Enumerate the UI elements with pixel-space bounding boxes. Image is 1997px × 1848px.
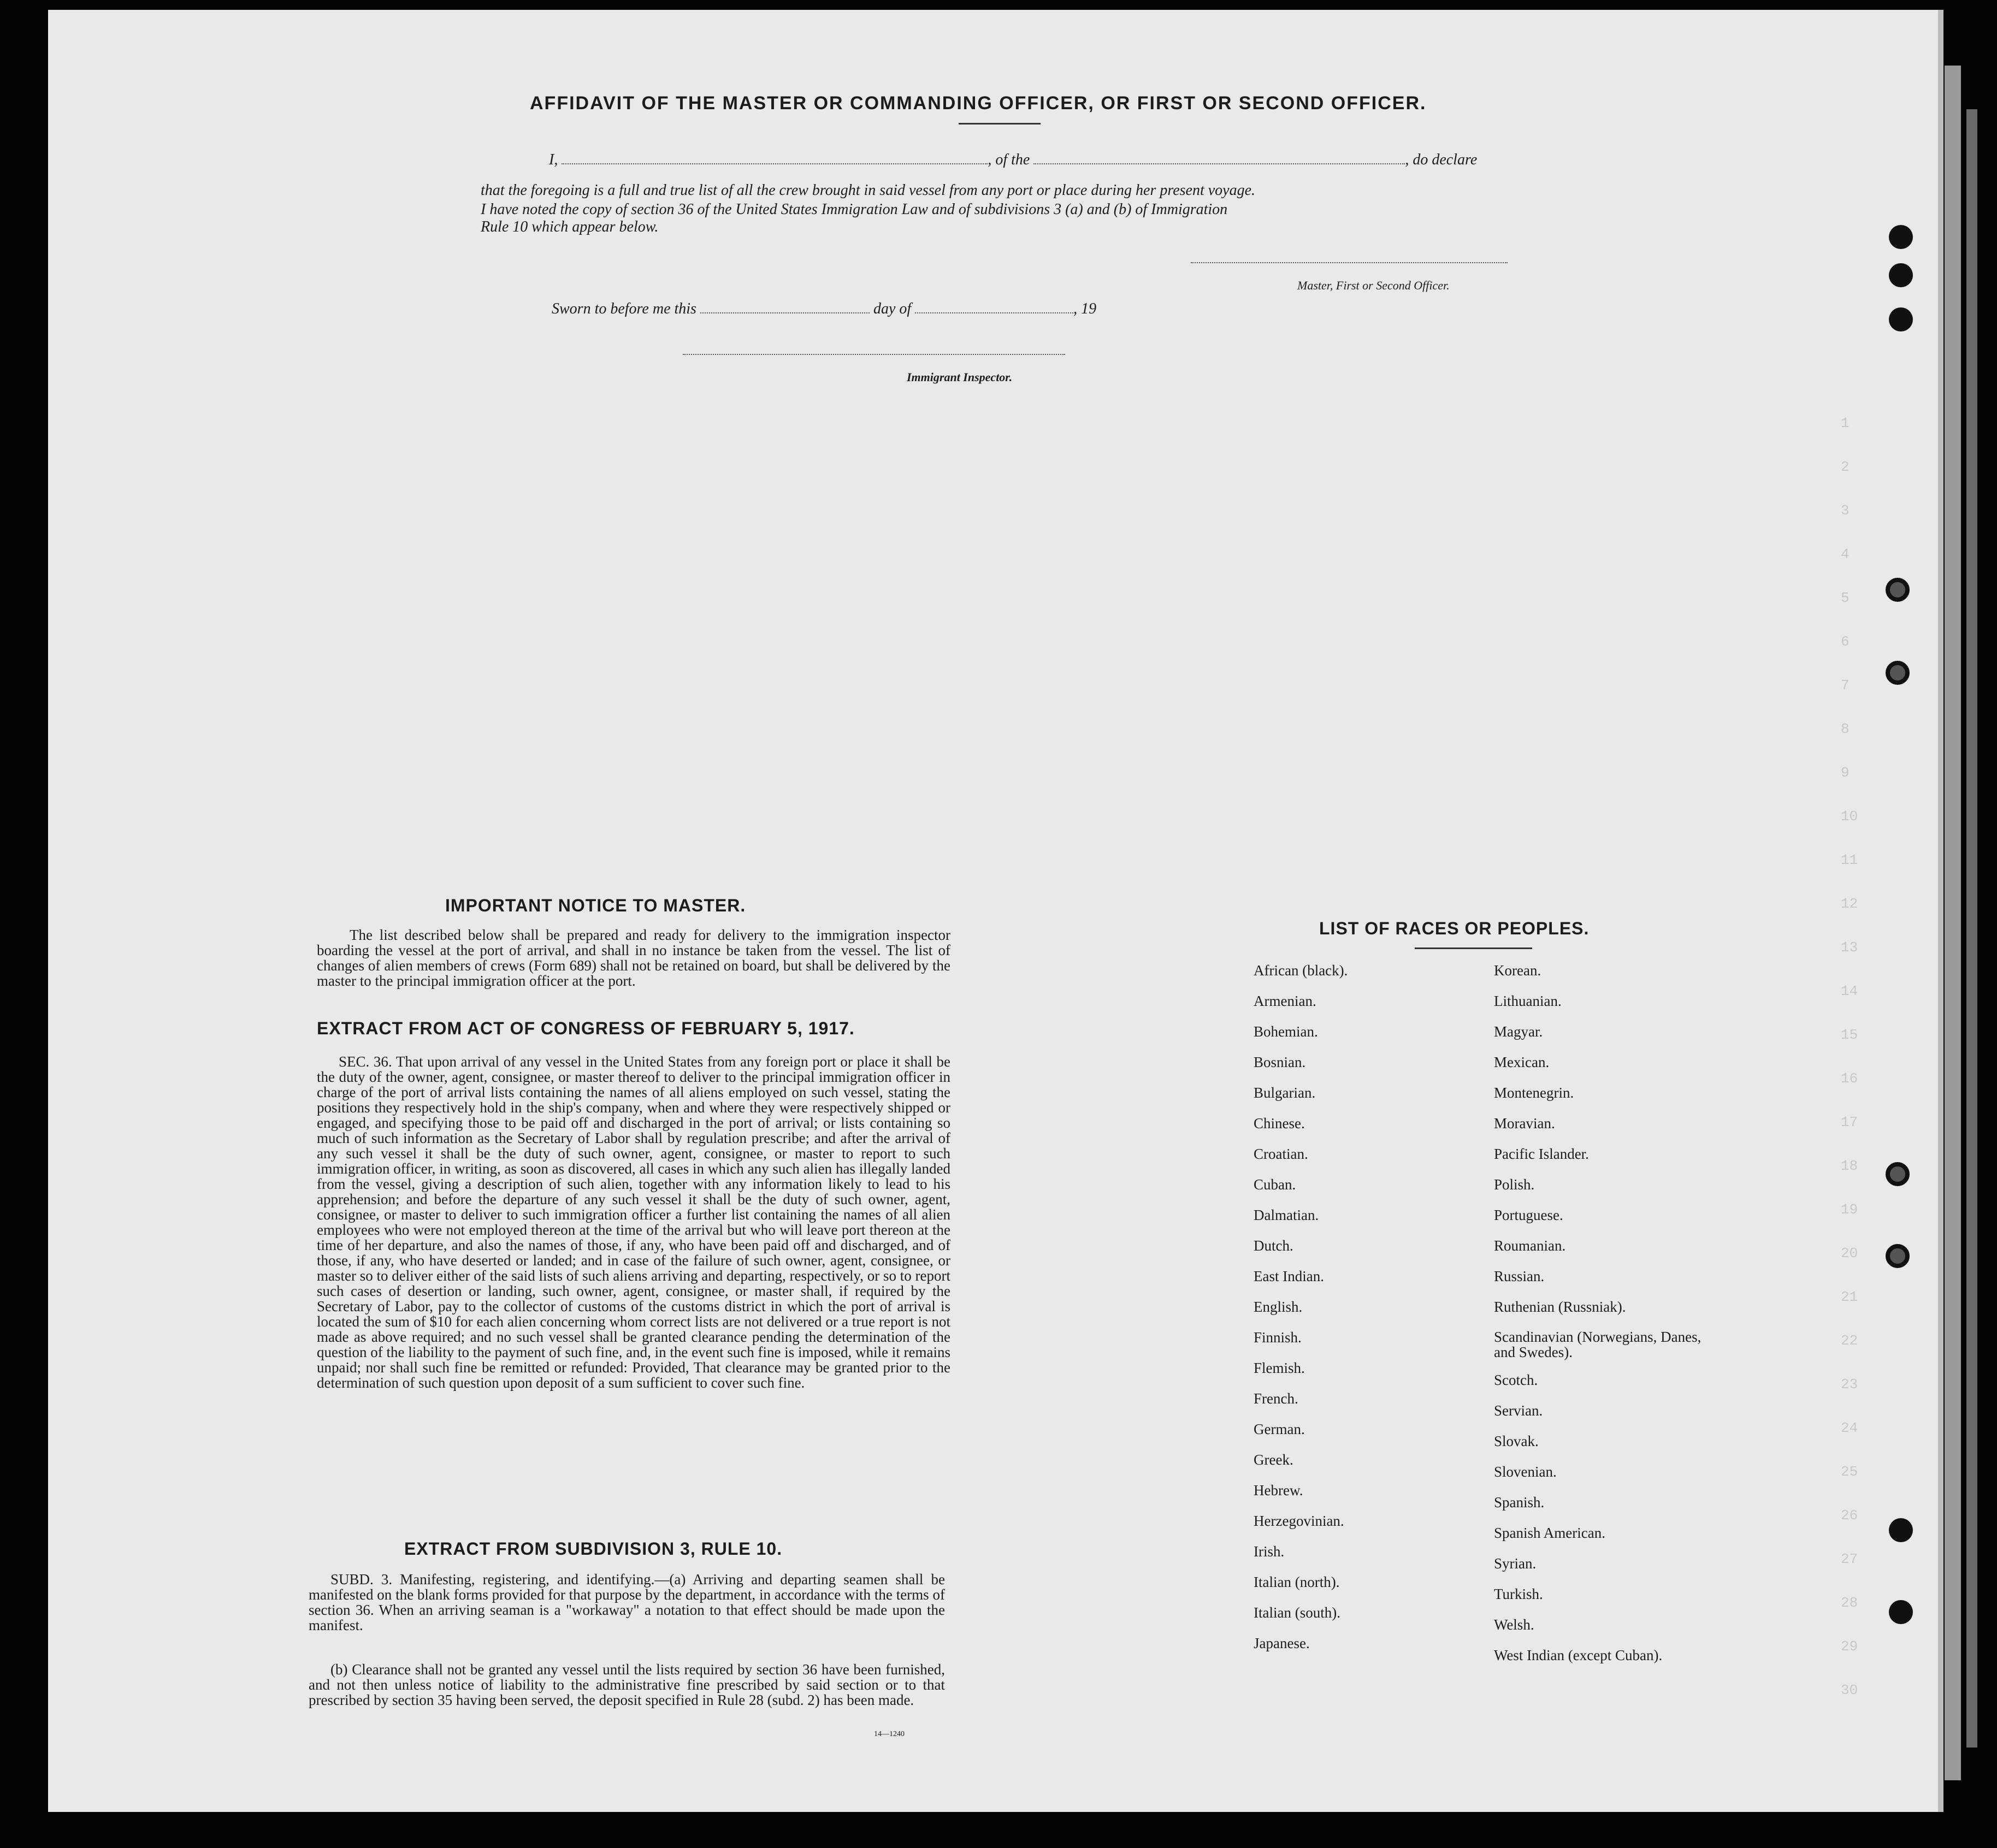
affidavit-line-4: Rule 10 which appear below. [481,218,659,235]
margin-number: 3 [1841,502,1850,519]
document-page [48,10,1943,1812]
race-item: African (black). [1254,962,1348,979]
race-item: Scotch. [1494,1372,1538,1388]
binder-hole [1889,1600,1913,1624]
notice-title: IMPORTANT NOTICE TO MASTER. [445,896,746,915]
inspector-label: Immigrant Inspector. [907,370,1013,384]
margin-number: 7 [1841,677,1850,694]
sworn-month-blank [915,299,1073,313]
race-item: Korean. [1494,962,1541,979]
race-item: Spanish American. [1494,1525,1605,1541]
race-item: Russian. [1494,1268,1545,1284]
notice-text: The list described below shall be prepared and ready for delivery to the immigration inspector boarding the vessel at the port of arrival, and shall in no instance be taken from the vessel. The list of changes of alien members of crews (Form 689) shall not be retained on board, but shall be delivered by the master to the principal immigration officer at the port. [317,927,950,989]
sworn-text: Sworn to before me this [552,300,696,317]
race-item: Portuguese. [1494,1207,1563,1223]
race-item: Irish. [1254,1543,1285,1560]
race-item: German. [1254,1421,1305,1437]
affidavit-line-3: I have noted the copy of section 36 of the United States Immigration Law and of subdivisions 3 (a) and (b) of Immigration [481,201,1228,218]
race-item: Japanese. [1254,1635,1310,1651]
race-item: Servian. [1494,1402,1543,1419]
signature-label: Master, First or Second Officer. [1297,279,1450,292]
page-edge [1945,66,1961,1780]
race-item: West Indian (except Cuban). [1494,1647,1663,1663]
race-item: English. [1254,1299,1303,1315]
margin-number: 1 [1841,415,1850,431]
race-item: Chinese. [1254,1115,1305,1132]
race-item: Syrian. [1494,1555,1537,1572]
margin-number: 24 [1841,1420,1858,1436]
margin-number: 29 [1841,1638,1858,1655]
race-item: Greek. [1254,1452,1293,1468]
year-text: , 19 [1073,300,1097,317]
form-number: 14—1240 [874,1730,905,1738]
extract-rule-text-a: SUBD. 3. Manifesting, registering, and identifying.—(a) Arriving and departing seamen shall be manifested on the blank forms provided for that purpose by the department, in accordance with the terms of section 36. When an arriving seaman is a "workaway" a notation to that effect should be made upon the manifest. [309,1571,945,1633]
binder-hole [1889,1518,1913,1542]
race-item: Finnish. [1254,1329,1302,1346]
title-divider [959,123,1041,125]
sworn-line [552,299,1096,318]
race-item: Lithuanian. [1494,993,1562,1009]
race-item: Flemish. [1254,1360,1305,1376]
race-item: Bohemian. [1254,1023,1318,1040]
race-item: Turkish. [1494,1586,1543,1602]
extract-act-text: SEC. 36. That upon arrival of any vessel in the United States from any foreign port or place it shall be the duty of the owner, agent, consignee, or master thereof to deliver to the principal immigration officer in charge of the port of arrival lists containing the names of all aliens employed on such vessel, stating the positions they respectively hold in the ship's company, when and where they were respectively shipped or engaged, and specifying those to be paid off and discharged in the port of arrival; or lists containing so much of such information as the Secretary of Labor shall by regulation prescribe; and after the arrival of any such vessel it shall be the duty of such owner, agent, consignee, or master to report to such immigration officer, in writing, as soon as discovered, all cases in which any such alien has illegally landed from the vessel, giving a description of such alien, together with any information likely to lead to his apprehension; and before the departure of any such vessel it shall be the duty of such owner, agent, consignee, or master to deliver to such immigration officer a further list containing the names of all alien employees who were not employed thereon at the time of the arrival but who will leave port thereon at the time of her departure, and also the names of those, if any, who have been paid off and discharged, and of those, if any, who have deserted or landed; and in case of the failure of such owner, agent, consignee, or master so to deliver either of the said lists of such aliens arriving and departing, respectively, or so to report such cases of desertion or landing, such owner, agent, consignee, or master shall, if required by the Secretary of Labor, pay to the collector of customs of the customs district in which the port of arrival is located the sum of $10 for each alien concerning whom correct lists are not delivered or a true report is not made as above required; and no such vessel shall be granted clearance pending the determination of the question of the liability to the payment of such fine, and, in the event such fine is imposed, while it remains unpaid; nor shall such fine be remitted or refunded: Provided, That clearance may be granted prior to the determination of such question upon deposit of a sum sufficient to cover such fine. [317,1053,950,1391]
race-item: Mexican. [1494,1054,1550,1070]
margin-number: 15 [1841,1027,1858,1043]
margin-number: 13 [1841,939,1858,956]
race-item: Italian (south). [1254,1604,1340,1621]
sworn-day-blank [700,299,870,313]
race-item: Croatian. [1254,1146,1308,1162]
binder-hole [1889,225,1913,249]
race-item: Scandinavian (Norwegians, Danes, and Swedes). [1494,1329,1701,1360]
page-edge-dark [1966,109,1977,1748]
affidavit-line-2: that the foregoing is a full and true list of all the crew brought in said vessel from any port or place during her present voyage. [481,182,1256,199]
race-item: Dutch. [1254,1237,1293,1254]
binder-hole [1886,1162,1910,1186]
races-divider [1415,947,1532,949]
affidavit-line-1 [549,150,1477,169]
binder-hole [1886,661,1910,685]
margin-number: 16 [1841,1070,1858,1087]
margin-number: 19 [1841,1201,1858,1218]
race-item: Bosnian. [1254,1054,1306,1070]
race-item: Spanish. [1494,1494,1545,1511]
margin-number: 28 [1841,1595,1858,1611]
race-item: Bulgarian. [1254,1085,1316,1101]
day-of-text: day of [873,300,912,317]
margin-number: 20 [1841,1245,1858,1261]
extract-rule-text-b: (b) Clearance shall not be granted any vessel until the lists required by section 36 have been furnished, and not then unless notice of liability to the administrative fine prescribed by said section or to that prescribed by section 35 having been served, the deposit specified in Rule 28 (subd. 2) has been made. [309,1661,945,1708]
race-item: Hebrew. [1254,1482,1303,1498]
binder-hole [1889,263,1913,287]
race-item: Ruthenian (Russniak). [1494,1299,1626,1315]
margin-number: 21 [1841,1289,1858,1305]
name-blank [562,150,988,164]
extract-rule-title: EXTRACT FROM SUBDIVISION 3, RULE 10. [404,1539,783,1559]
race-item: Italian (north). [1254,1574,1340,1590]
race-item: Magyar. [1494,1023,1543,1040]
race-item: Welsh. [1494,1616,1534,1633]
race-item: Roumanian. [1494,1237,1566,1254]
binder-hole [1889,307,1913,331]
affidavit-declare: , do declare [1405,151,1478,168]
binder-hole [1886,1244,1910,1268]
margin-number: 22 [1841,1332,1858,1349]
margin-number: 6 [1841,633,1850,650]
binder-hole [1886,578,1910,602]
margin-number: 17 [1841,1114,1858,1130]
vessel-blank [1033,150,1405,164]
margin-number: 25 [1841,1464,1858,1480]
race-item: Slovak. [1494,1433,1539,1449]
margin-number: 11 [1841,852,1858,868]
margin-number: 23 [1841,1376,1858,1393]
margin-number: 12 [1841,896,1858,912]
race-item: Montenegrin. [1494,1085,1574,1101]
race-item: East Indian. [1254,1268,1324,1284]
race-item: Slovenian. [1494,1464,1557,1480]
affidavit-title: AFFIDAVIT OF THE MASTER OR COMMANDING OFFICER, OR FIRST OR SECOND OFFICER. [530,93,1427,114]
signature-line [1191,262,1508,263]
races-title: LIST OF RACES OR PEOPLES. [1319,919,1590,938]
margin-number: 10 [1841,808,1858,825]
margin-number: 18 [1841,1158,1858,1174]
margin-number: 9 [1841,765,1850,781]
race-item: Moravian. [1494,1115,1555,1132]
race-item: Armenian. [1254,993,1316,1009]
race-item: French. [1254,1390,1298,1407]
race-item: Cuban. [1254,1176,1296,1193]
race-item: Pacific Islander. [1494,1146,1589,1162]
margin-number: 2 [1841,459,1850,475]
race-item: Dalmatian. [1254,1207,1319,1223]
margin-number: 30 [1841,1682,1858,1698]
extract-act-title: EXTRACT FROM ACT OF CONGRESS OF FEBRUARY 5, 1917. [317,1018,855,1038]
affidavit-i: I, [549,151,558,168]
inspector-signature-line [683,354,1065,355]
margin-number: 27 [1841,1551,1858,1567]
margin-number: 8 [1841,721,1850,737]
race-item: Polish. [1494,1176,1535,1193]
affidavit-of-the: , of the [988,151,1030,168]
margin-number: 26 [1841,1507,1858,1524]
race-item: Herzegovinian. [1254,1513,1344,1529]
margin-number: 14 [1841,983,1858,999]
margin-number: 4 [1841,546,1850,562]
margin-number: 5 [1841,590,1850,606]
